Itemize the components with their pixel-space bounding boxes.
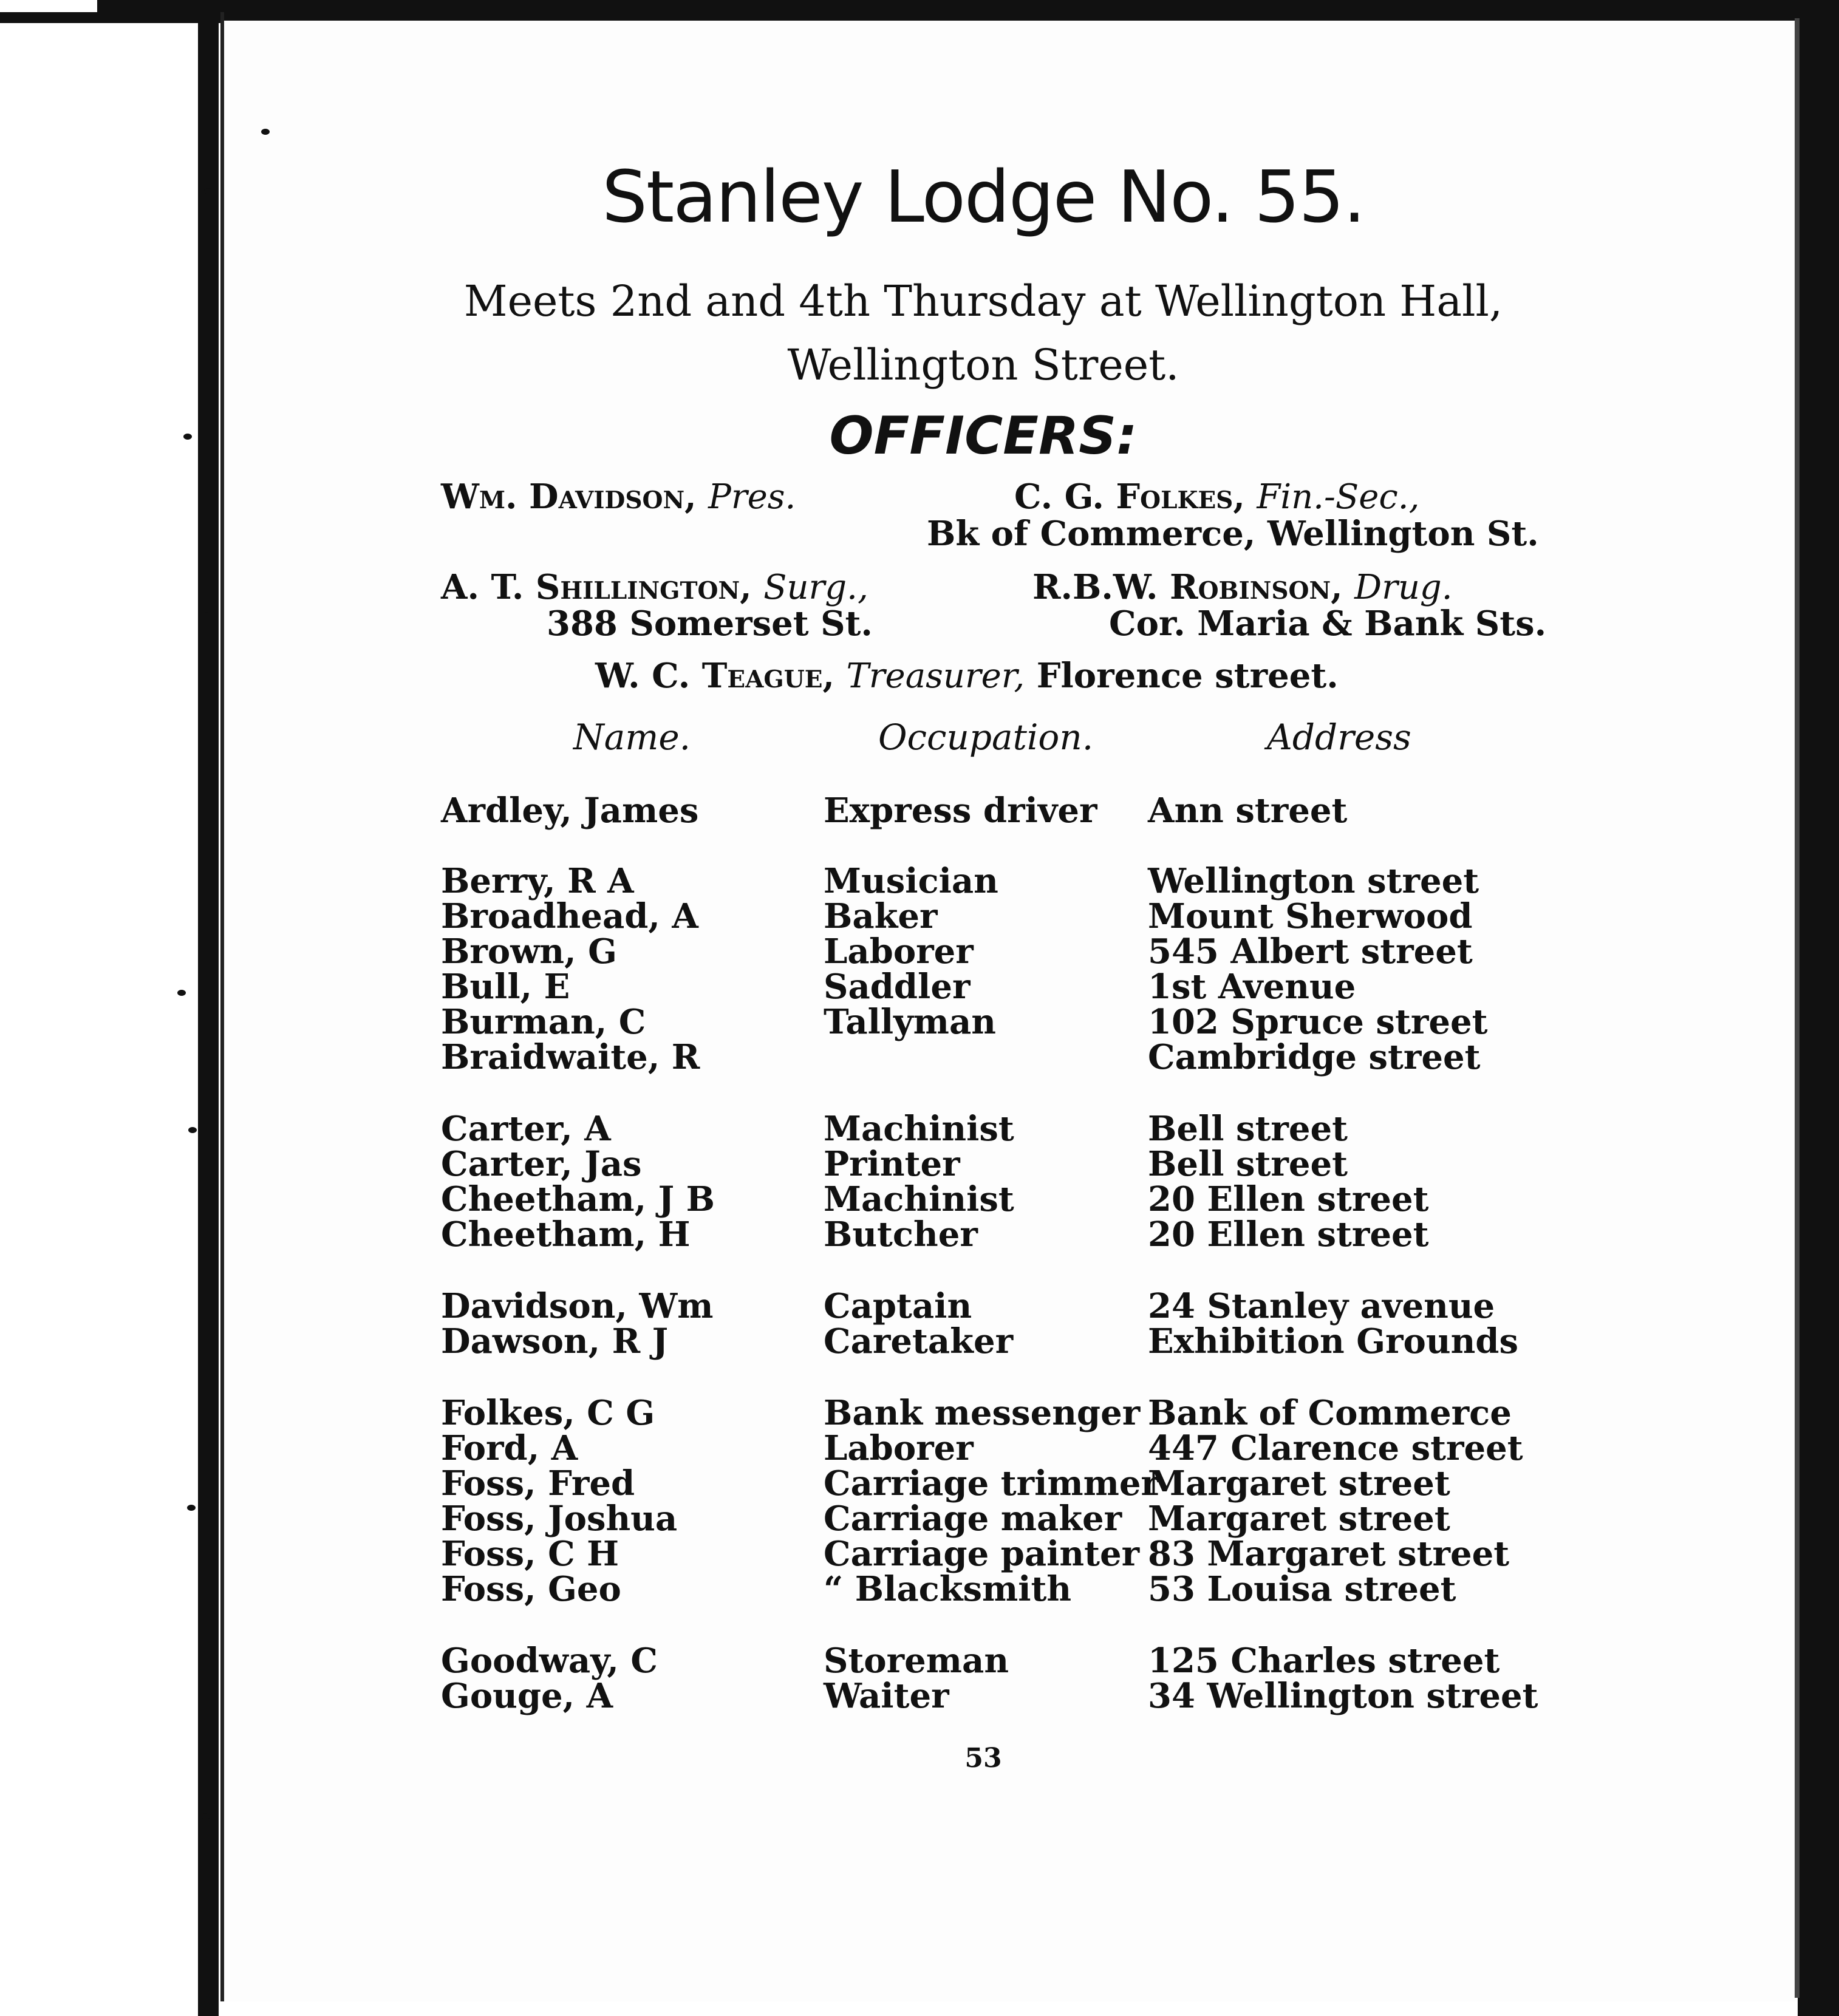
member-address: 83 Margaret street xyxy=(1148,1534,1510,1574)
left-page-margin xyxy=(0,0,200,2016)
member-address: 20 Ellen street xyxy=(1148,1214,1429,1255)
officer-fin-sec-address: Bk of Commerce, Wellington St. xyxy=(927,514,1539,554)
member-occupation: Storeman xyxy=(824,1641,1009,1681)
officer-title: Pres. xyxy=(708,477,796,517)
member-address: Bank of Commerce xyxy=(1148,1393,1512,1433)
member-name: Burman, C xyxy=(441,1002,646,1042)
member-address: 20 Ellen street xyxy=(1148,1179,1429,1219)
member-name: Carter, Jas xyxy=(441,1144,642,1184)
member-occupation: Musician xyxy=(824,861,998,901)
member-name: Gouge, A xyxy=(441,1676,613,1716)
member-occupation: Saddler xyxy=(824,967,971,1007)
member-address: 34 Wellington street xyxy=(1148,1676,1538,1716)
lodge-title: Stanley Lodge No. 55. xyxy=(602,155,1365,239)
member-name: Brown, G xyxy=(441,931,617,972)
officer-surgeon-address: 388 Somerset St. xyxy=(547,604,873,644)
officer-druggist xyxy=(1032,567,1453,607)
member-name: Foss, Fred xyxy=(441,1463,635,1503)
binding-mark xyxy=(177,990,186,996)
member-address: 125 Charles street xyxy=(1148,1641,1500,1681)
member-address: Ann street xyxy=(1148,791,1348,831)
member-address: Mount Sherwood xyxy=(1148,896,1473,936)
member-occupation: Carriage maker xyxy=(824,1499,1122,1539)
member-occupation: Carriage trimmer xyxy=(824,1463,1159,1503)
officers-heading: OFFICERS: xyxy=(829,406,1138,466)
officer-name: A. T. Shillington, xyxy=(441,567,752,607)
member-name: Dawson, R J xyxy=(441,1321,669,1361)
member-address: 545 Albert street xyxy=(1148,931,1473,972)
officer-name: W. C. Teague, xyxy=(595,656,834,696)
member-occupation: Tallyman xyxy=(824,1002,996,1042)
member-name: Cheetham, H xyxy=(441,1214,691,1255)
officer-name: C. G. Folkes, xyxy=(1014,477,1245,517)
scan-bottom-margin xyxy=(219,2001,1798,2016)
column-header-name: Name. xyxy=(573,717,691,758)
member-name: Ford, A xyxy=(441,1428,578,1468)
member-name: Berry, R A xyxy=(441,861,634,901)
member-occupation: Carriage painter xyxy=(824,1534,1140,1574)
member-occupation: Machinist xyxy=(824,1109,1014,1149)
member-address: Exhibition Grounds xyxy=(1148,1321,1518,1361)
member-name: Folkes, C G xyxy=(441,1393,655,1433)
officer-title: Fin.-Sec., xyxy=(1257,477,1420,517)
officer-name: R.B.W. Robinson, xyxy=(1032,567,1343,607)
member-name: Davidson, Wm xyxy=(441,1286,714,1326)
member-occupation: Laborer xyxy=(824,931,974,972)
meeting-info-line-1: Meets 2nd and 4th Thursday at Wellington Hall, xyxy=(463,276,1503,326)
meeting-info-line-2: Wellington Street. xyxy=(787,340,1179,390)
member-name: Bull, E xyxy=(441,967,570,1007)
member-name: Ardley, James xyxy=(441,791,699,831)
member-name: Broadhead, A xyxy=(441,896,698,936)
member-address: 24 Stanley avenue xyxy=(1148,1286,1495,1326)
officer-address: Florence street. xyxy=(1036,656,1339,696)
binding-mark xyxy=(187,1505,196,1511)
member-name: Foss, C H xyxy=(441,1534,619,1574)
binding-mark xyxy=(204,188,213,194)
member-occupation: Waiter xyxy=(824,1676,949,1716)
member-occupation: Captain xyxy=(824,1286,972,1326)
member-name: Foss, Geo xyxy=(441,1569,621,1609)
member-address: 447 Clarence street xyxy=(1148,1428,1523,1468)
scan-top-gap xyxy=(0,0,97,12)
page-right-shadow xyxy=(1795,18,1800,1998)
binding-mark xyxy=(203,612,211,618)
member-address: 1st Avenue xyxy=(1148,967,1356,1007)
member-address: Margaret street xyxy=(1148,1499,1450,1539)
member-address: Cambridge street xyxy=(1148,1037,1481,1077)
officer-title: Drug. xyxy=(1354,568,1453,607)
member-occupation: Laborer xyxy=(824,1428,974,1468)
officer-fin-sec xyxy=(1014,477,1419,517)
member-name: Cheetham, J B xyxy=(441,1179,715,1219)
member-occupation: “ Blacksmith xyxy=(824,1569,1072,1609)
member-address: 102 Spruce street xyxy=(1148,1002,1488,1042)
member-occupation: Caretaker xyxy=(824,1321,1014,1361)
column-header-address: Address xyxy=(1267,717,1411,758)
member-name: Braidwaite, R xyxy=(441,1037,700,1077)
binding-mark xyxy=(202,1813,210,1819)
officer-title: Surg., xyxy=(763,568,868,607)
page-number: 53 xyxy=(964,1743,1002,1774)
member-occupation: Bank messenger xyxy=(824,1393,1141,1433)
member-occupation: Butcher xyxy=(824,1214,978,1255)
member-address: Bell street xyxy=(1148,1144,1348,1184)
binding-mark xyxy=(183,434,192,440)
member-address: 53 Louisa street xyxy=(1148,1569,1456,1609)
member-name: Goodway, C xyxy=(441,1641,658,1681)
officer-title: Treasurer, xyxy=(846,656,1025,696)
officer-druggist-address: Cor. Maria & Bank Sts. xyxy=(1109,604,1547,644)
member-occupation: Printer xyxy=(824,1144,960,1184)
binding-spine xyxy=(198,0,219,2016)
member-occupation: Baker xyxy=(824,896,938,936)
scan-top-border xyxy=(0,0,1839,23)
member-address: Margaret street xyxy=(1148,1463,1450,1503)
member-name: Foss, Joshua xyxy=(441,1499,678,1539)
binding-mark xyxy=(188,1127,197,1133)
member-occupation: Machinist xyxy=(824,1179,1014,1219)
officer-treasurer xyxy=(595,656,1339,696)
column-header-occupation: Occupation. xyxy=(878,717,1094,758)
binding-mark xyxy=(261,129,270,135)
scan-right-border xyxy=(1798,6,1839,2016)
officer-name: Wm. Davidson, xyxy=(441,477,697,517)
member-address: Bell street xyxy=(1148,1109,1348,1149)
member-occupation: Express driver xyxy=(824,791,1097,831)
officer-president xyxy=(441,477,796,517)
member-address: Wellington street xyxy=(1148,861,1479,901)
member-name: Carter, A xyxy=(441,1109,611,1149)
officer-surgeon xyxy=(441,567,868,607)
